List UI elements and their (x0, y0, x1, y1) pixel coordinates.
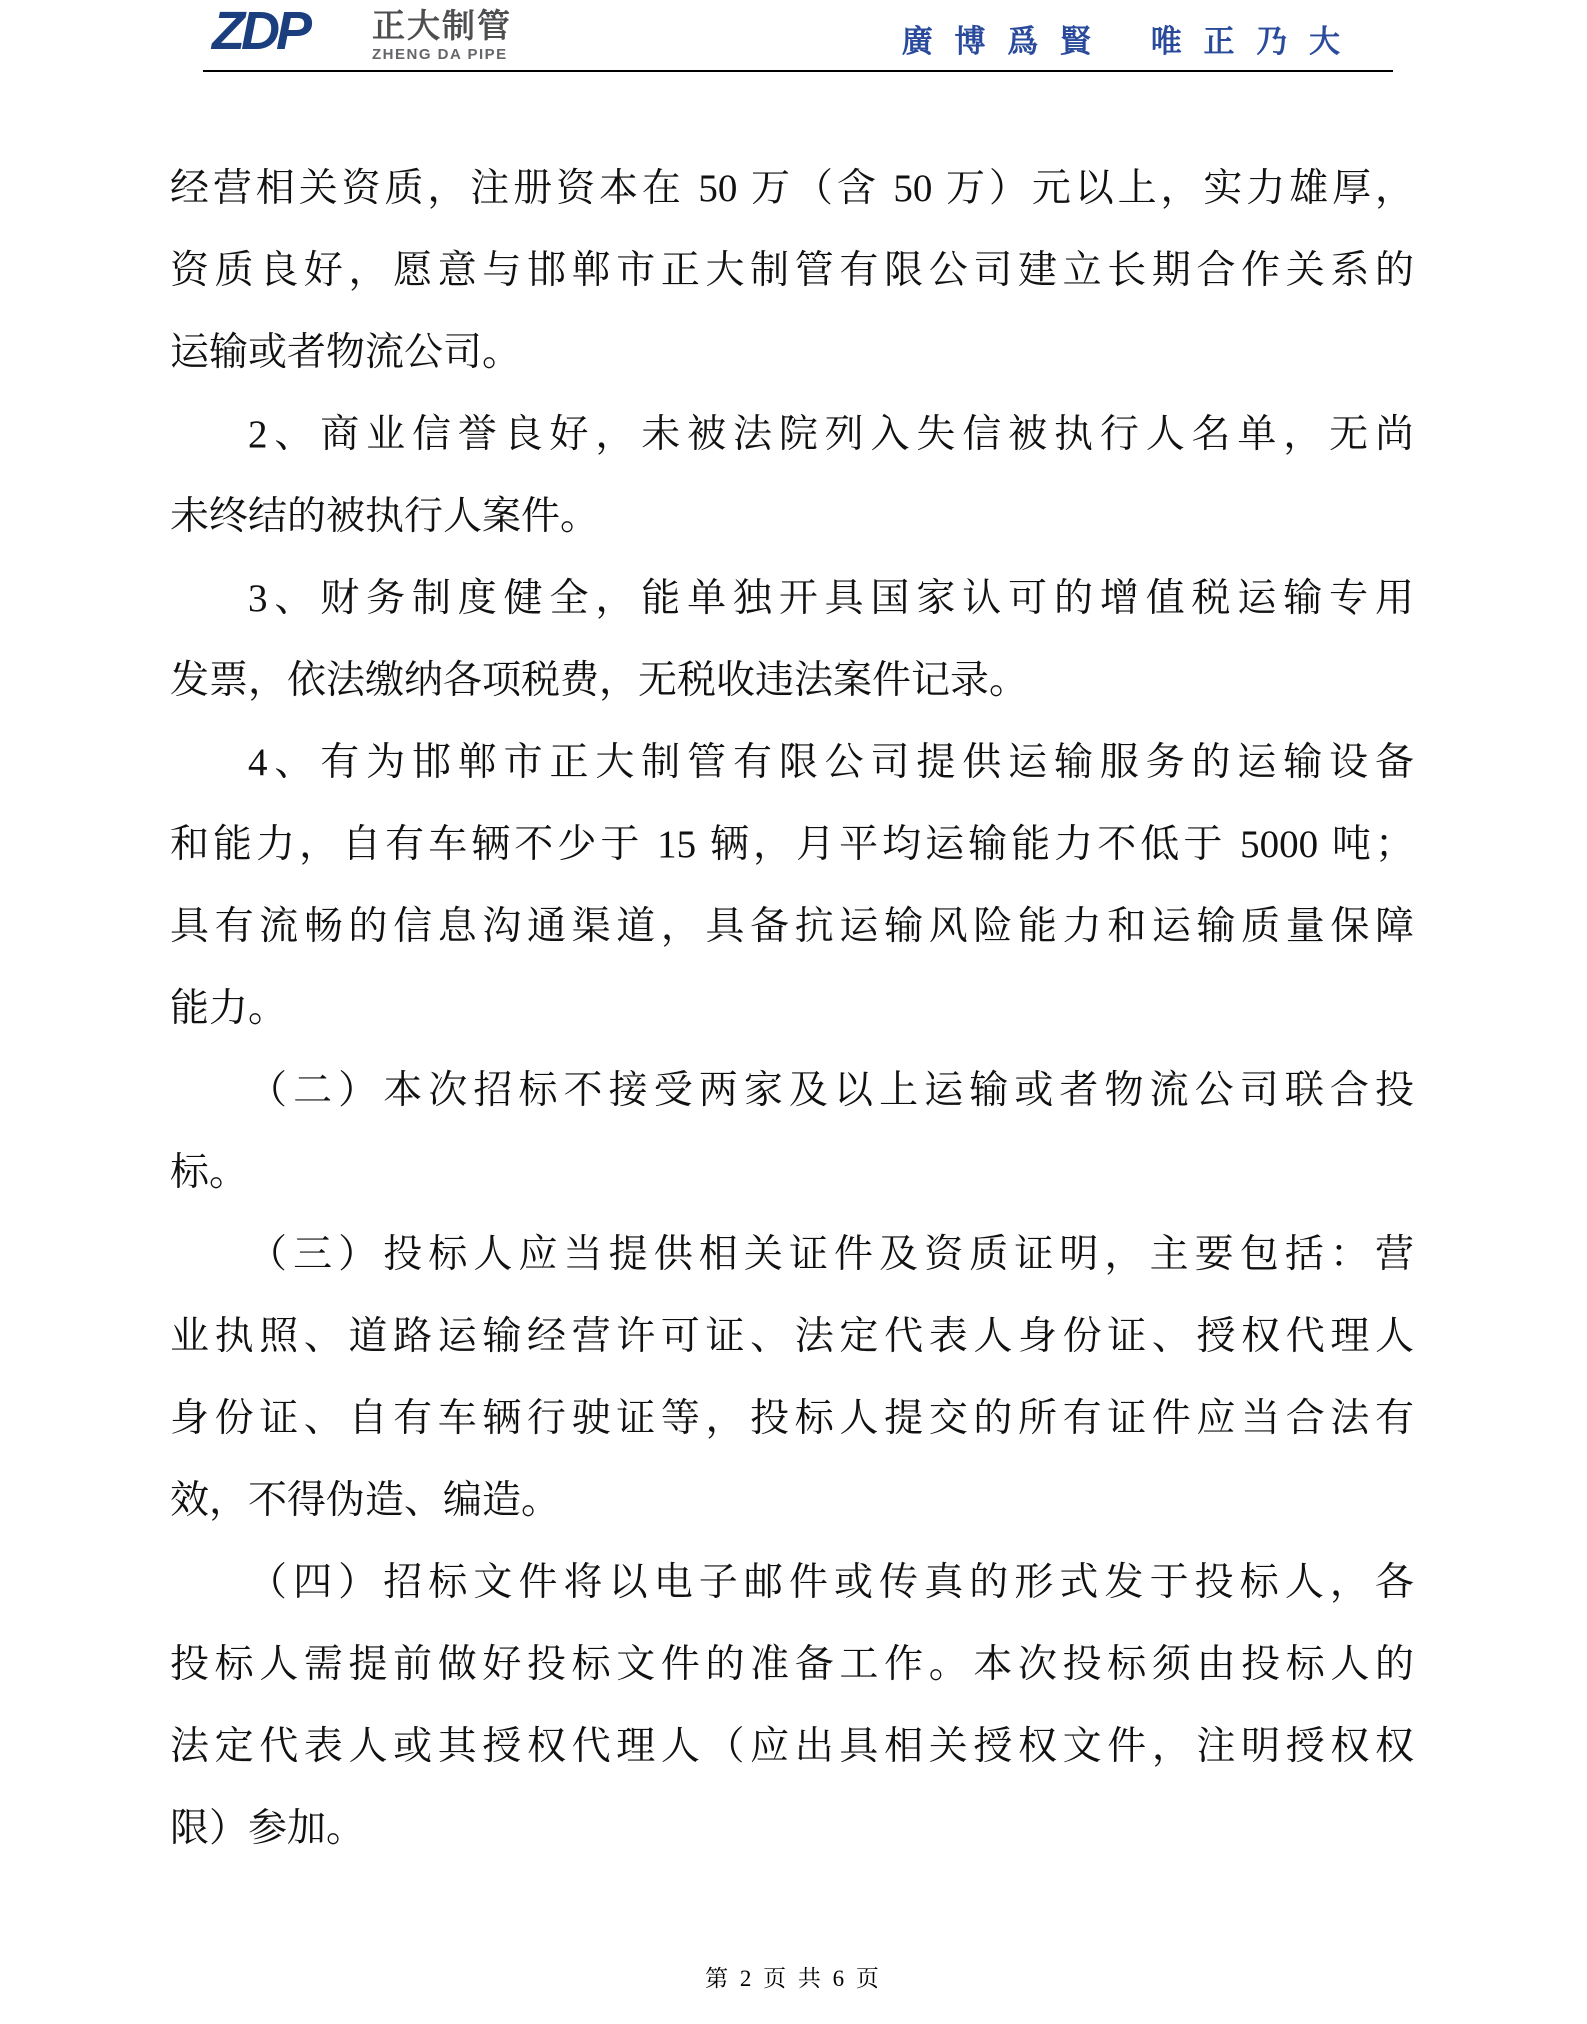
page-header (0, 0, 1587, 74)
company-logo: ZDP (212, 1, 308, 61)
body-line: 限）参加。 (170, 1807, 366, 1850)
body-line: 效，不得伪造、编造。 (170, 1479, 561, 1522)
body-line: （二）本次招标不接受两家及以上运输或者物流公司联合投 (248, 1069, 1414, 1112)
body-line: 能力。 (170, 987, 288, 1030)
body-line: 和能力，自有车辆不少于 15 辆，月平均运输能力不低于 5000 吨； (170, 823, 1414, 866)
body-line: 标。 (170, 1151, 249, 1194)
body-line: 4、有为邯郸市正大制管有限公司提供运输服务的运输设备 (248, 741, 1414, 784)
body-line: 2、商业信誉良好，未被法院列入失信被执行人名单，无尚 (248, 413, 1414, 456)
page-footer (0, 1962, 1587, 1996)
company-name-en: ZHENG DA PIPE (372, 46, 508, 63)
body-line: 3、财务制度健全，能单独开具国家认可的增值税运输专用 (248, 577, 1414, 620)
company-name-cn: 正大制管 (372, 7, 512, 44)
header-divider-line (203, 70, 1393, 72)
body-line: 身份证、自有车辆行驶证等，投标人提交的所有证件应当合法有 (170, 1397, 1414, 1440)
body-line: 资质良好，愿意与邯郸市正大制管有限公司建立长期合作关系的 (170, 249, 1414, 292)
document-body (170, 148, 1414, 1870)
body-line: （四）招标文件将以电子邮件或传真的形式发于投标人，各 (248, 1561, 1414, 1604)
body-line: 业执照、道路运输经营许可证、法定代表人身份证、授权代理人 (170, 1315, 1414, 1358)
page-number: 第 2 页 共 6 页 (705, 1966, 882, 1991)
body-line: 发票，依法缴纳各项税费，无税收违法案件记录。 (170, 659, 1029, 702)
body-line: 具有流畅的信息沟通渠道，具备抗运输风险能力和运输质量保障 (170, 905, 1414, 948)
company-logo-names (372, 8, 512, 63)
body-line: 法定代表人或其授权代理人（应出具相关授权文件，注明授权权 (170, 1725, 1414, 1768)
header-slogan: 廣 博 爲 賢 唯 正 乃 大 (901, 24, 1347, 59)
body-line: 投标人需提前做好投标文件的准备工作。本次投标须由投标人的 (170, 1643, 1414, 1686)
body-line: 未终结的被执行人案件。 (170, 495, 600, 538)
body-line: 运输或者物流公司。 (170, 331, 522, 374)
body-line: 经营相关资质，注册资本在 50 万（含 50 万）元以上，实力雄厚， (170, 167, 1414, 210)
body-line: （三）投标人应当提供相关证件及资质证明，主要包括：营 (248, 1233, 1414, 1276)
